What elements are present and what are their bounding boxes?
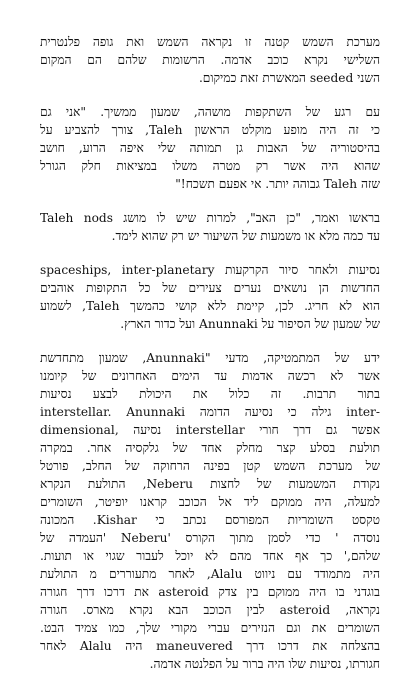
text-line: dimensional, נסיעה interstellar אפשר גם דרך חורי (40, 423, 380, 437)
text-line: Taleh nods בראשו ואמר, "כן האב", למרות שיש לו מושג (40, 211, 380, 225)
paragraph-5 (40, 349, 380, 673)
text-line: כי זה היה מופע מוקלט הראשון Taleh, צורך להצביע על (40, 123, 380, 137)
text-line: למעלה, היה ממוקם ליד אל הכוכב קראנו יופיטר, השומרים (40, 495, 380, 509)
text-line: אשר לא רכשה אדמות עד הימים האחרונים של קיומנו (40, 369, 380, 383)
paragraph-3 (40, 209, 380, 245)
text-line: הוא לא חריג. לכן, קיימת ללא קושי כהמשך Taleh, לשמוע (40, 299, 380, 313)
text-line: בתור תרבות. זה כלול את היכולת לבצע נסיעות (40, 387, 380, 401)
text-line: נוסדה ' כדי לסמן מתוך הקורס 'Neberu 'העמדה של (40, 531, 380, 545)
text-line: בהצלחה את דרכו דרך maneuvered היה Alalu לאחר (40, 639, 380, 653)
text-line: שהוא היה אשר רק מטרה משלו במציאות חלק הגורל (40, 159, 380, 173)
text-line: של מערכת השמש קטן בפינה הרחוקה של החלב, פורטל (40, 459, 380, 473)
text-line: חגורתו, נסיעות שלו היה ברור על הפלנטה אדמה. (149, 657, 380, 671)
text-line: השני seeded המאשרת זאת כמיקום. (198, 71, 380, 85)
paragraph-4 (40, 261, 380, 333)
text-line: נקראה, asteroid לבין הכוכב הבא נקרא מארס. חגורה (40, 603, 380, 617)
text-line: מערכת השמש קטנה זו נקראה השמש ואת גופה פלנטרית (40, 35, 380, 49)
text-line: שזה Taleh גבוהה יותר. אי אפעם תשכח!" (175, 177, 380, 191)
text-line: של שמעון של הסיפור על Anunnaki ועל כדור הארץ. (120, 317, 380, 331)
text-line: בוגדני בו היה ממוקם בין צדק asteroid את דרכו דרך חגורה (40, 585, 380, 599)
text-line: היה מתמודד עם ניווט Alalu, לאחר מתעוררים מ התולעת (40, 567, 380, 581)
text-line: interstellar. Anunnaki גילה כי נסיעה הדומה inter- (40, 405, 380, 419)
paragraph-2 (40, 103, 380, 193)
text-line: שלהם,' כך אף אחד מהם לא יוכל לעבור שגוי או תועות. (40, 549, 380, 563)
text-line: החדשות הן נושאים נערים צעירים של כל התקופות אוהבים (40, 281, 380, 295)
text-line: בהיסטוריה של האבות גן תמותה שלי איפה הרוע, חושב (40, 141, 380, 155)
text-line: השומרים את וגם הנזירים עברי מקורי שלך, כמו צמיד הבט. (40, 621, 380, 635)
text-line: ידע של המתמטיקה, מדעי "Anunnaki, שמעון מתחדשת (40, 351, 380, 365)
text-line: נקודת המשמעות של לחצות Neberu, התולעת הנקרא (40, 477, 380, 491)
paragraph-1 (40, 33, 380, 87)
text-line: spaceships, inter-planetary נסיעות ולאחר סיור הקרקעות (40, 263, 380, 277)
text-line: תולעת בסלע קצר מחלק אחד של גלקסיה אחר. במקרה (40, 441, 380, 455)
text-line: טקסט השומריות המפורסם נכתב כי Kishar. המכונה (40, 513, 380, 527)
text-line: עד כמה מלא או משמעות של השיעור יש רק שהוא לימד. (111, 229, 380, 243)
text-line: עם רגע של השתקפות מושהה, שמעון ממשיך. "אני גם (40, 105, 380, 119)
text-line: השלישי נקרא כוכב אדמה. הרשומות שלהם הם המקום (40, 53, 380, 67)
